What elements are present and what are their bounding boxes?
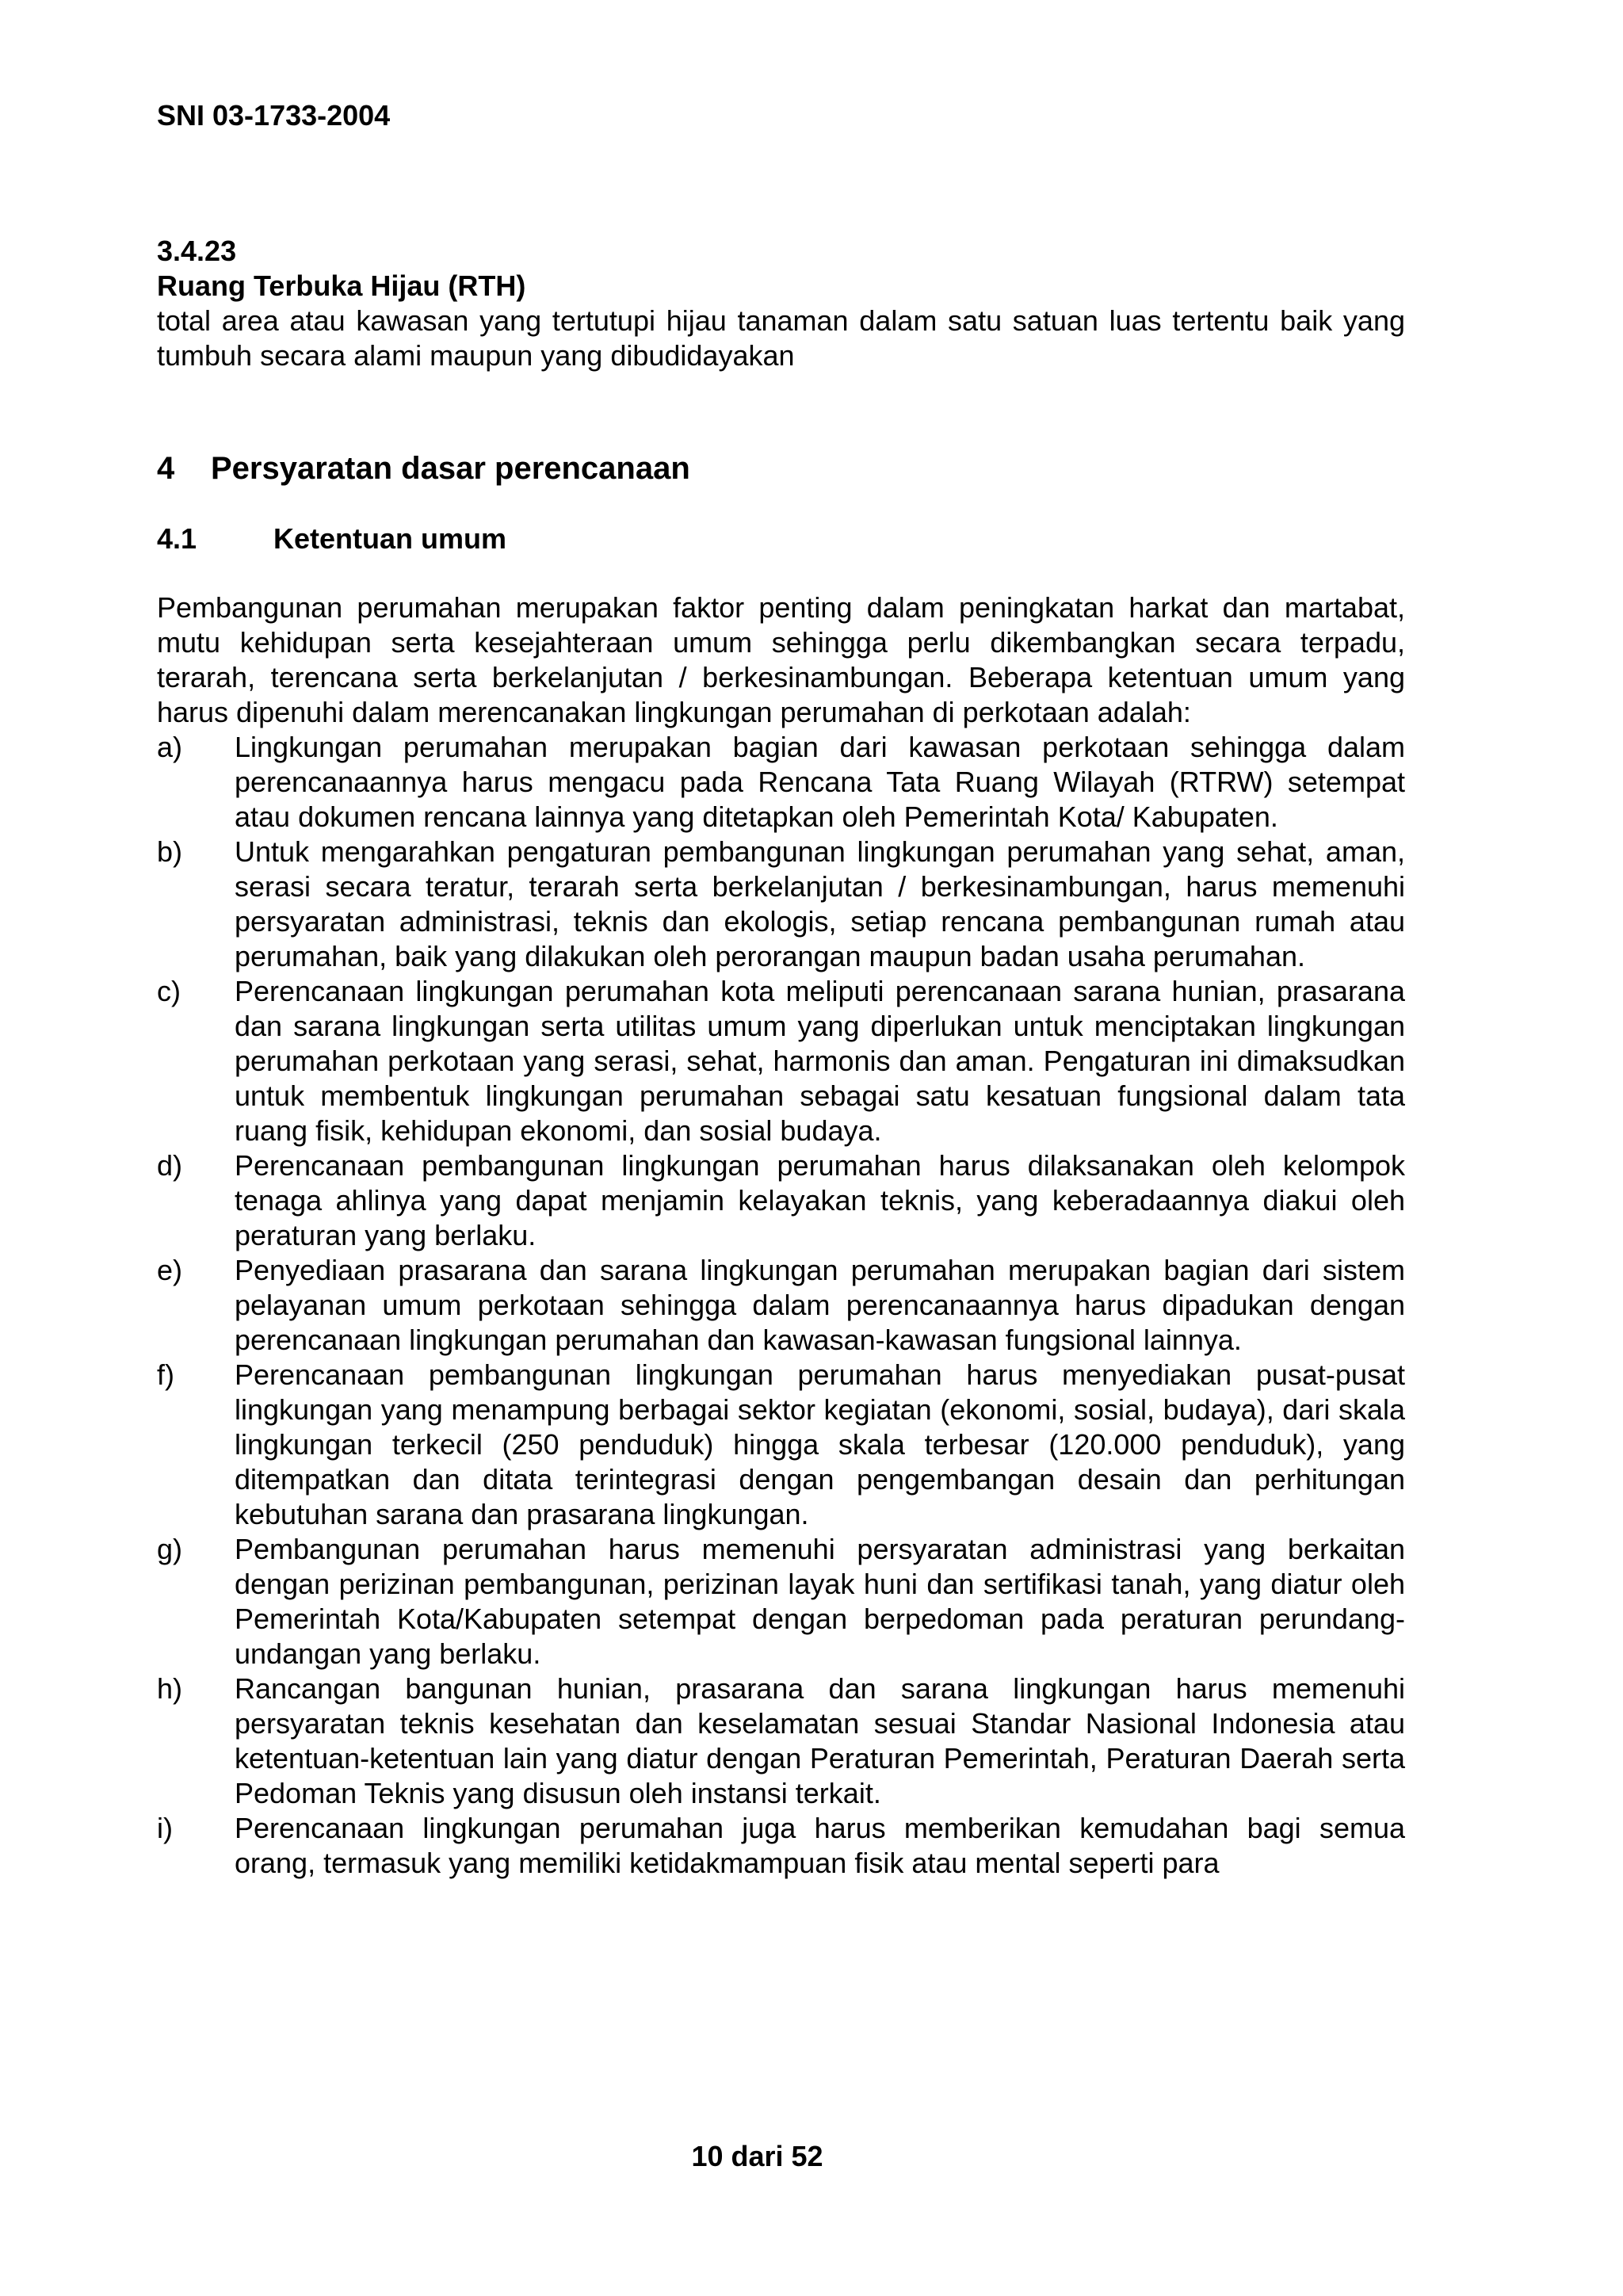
list-item-marker: f)	[157, 1358, 174, 1391]
list-item-text: Rancangan bangunan hunian, prasarana dan sarana lingkungan harus memenuhi persyaratan teknis kesehatan dan keselamatan sesuai Standar Nasional Indonesia atau ketentuan-ketentuan lain yang diatur dengan Peraturan Pemerintah, Peraturan Daerah serta Pedoman Teknis yang disusun oleh instansi terkait.	[235, 1672, 1405, 1809]
provision-list	[157, 730, 1405, 1881]
list-item-marker: e)	[157, 1254, 183, 1286]
list-item-text: Untuk mengarahkan pengaturan pembangunan lingkungan perumahan yang sehat, aman, serasi secara teratur, terarah serta berkelanjutan / berkesinambungan, harus memenuhi persyaratan administrasi, teknis dan ekologis, setiap rencana pembangunan rumah atau perumahan, baik yang dilakukan oleh perorangan maupun badan usaha perumahan.	[235, 835, 1405, 972]
list-item-marker: h)	[157, 1672, 183, 1705]
list-item-text: Perencanaan lingkungan perumahan juga harus memberikan kemudahan bagi semua orang, termasuk yang memiliki ketidakmampuan fisik atau mental seperti para	[235, 1812, 1405, 1879]
list-item-marker: i)	[157, 1812, 173, 1844]
list-item-marker: d)	[157, 1149, 183, 1182]
document-header: SNI 03-1733-2004	[157, 99, 391, 132]
list-item-text: Perencanaan pembangunan lingkungan perumahan harus menyediakan pusat-pusat lingkungan yang menampung berbagai sektor kegiatan (ekonomi, sosial, budaya), dari skala lingkungan terkecil (250 penduduk) hingga skala terbesar (120.000 penduduk), yang ditempatkan dan ditata terintegrasi dengan pengembangan desain dan perhitungan kebutuhan sarana dan prasarana lingkungan.	[235, 1358, 1405, 1530]
subsection-title: Ketentuan umum	[273, 522, 507, 555]
list-item-text: Perencanaan lingkungan perumahan kota meliputi perencanaan sarana hunian, prasarana dan sarana lingkungan serta utilitas umum yang diperlukan untuk menciptakan lingkungan perumahan perkotaan yang serasi, sehat, harmonis dan aman. Pengaturan ini dimaksudkan untuk membentuk lingkungan perumahan sebagai satu kesatuan fungsional dalam tata ruang fisik, kehidupan ekonomi, dan sosial budaya.	[235, 975, 1405, 1147]
list-item	[157, 1358, 1405, 1532]
list-item	[157, 730, 1405, 835]
subsection-number: 4.1	[157, 522, 197, 555]
page-number: 10 dari 52	[691, 2140, 823, 2172]
list-item	[157, 1532, 1405, 1671]
intro-paragraph: Pembangunan perumahan merupakan faktor penting dalam peningkatan harkat dan martabat, mutu kehidupan serta kesejahteraan umum sehingga perlu dikembangkan secara terpadu, terarah, terencana serta berkelanjutan / berkesinambungan. Beberapa ketentuan umum yang harus dipenuhi dalam merencanakan lingkungan perumahan di perkotaan adalah:	[157, 591, 1405, 728]
document-page	[157, 0, 1405, 2296]
definition-title: Ruang Terbuka Hijau (RTH)	[157, 269, 526, 302]
list-item	[157, 1253, 1405, 1358]
list-item	[157, 1148, 1405, 1253]
section-title: Persyaratan dasar perencanaan	[211, 451, 690, 486]
section-heading	[157, 449, 690, 488]
list-item-text: Perencanaan pembangunan lingkungan perumahan harus dilaksanakan oleh kelompok tenaga ahlinya yang dapat menjamin kelayakan teknis, yang keberadaannya diakui oleh peraturan yang berlaku.	[235, 1149, 1405, 1251]
list-item-marker: a)	[157, 731, 183, 763]
list-item-marker: c)	[157, 975, 181, 1007]
list-item-marker: b)	[157, 835, 183, 868]
body-content	[157, 590, 1405, 1881]
definition-text: total area atau kawasan yang tertutupi hijau tanaman dalam satu satuan luas tertentu baik yang tumbuh secara alami maupun yang dibudidayakan	[157, 304, 1405, 372]
list-item-text: Lingkungan perumahan merupakan bagian dari kawasan perkotaan sehingga dalam perencanaannya harus mengacu pada Rencana Tata Ruang Wilayah (RTRW) setempat atau dokumen rencana lainnya yang ditetapkan oleh Pemerintah Kota/ Kabupaten.	[235, 731, 1405, 833]
list-item-text: Penyediaan prasarana dan sarana lingkungan perumahan merupakan bagian dari sistem pelayanan umum perkotaan sehingga dalam perencanaannya harus dipadukan dengan perencanaan lingkungan perumahan dan kawasan-kawasan fungsional lainnya.	[235, 1254, 1405, 1356]
section-number: 4	[157, 451, 175, 486]
subsection-heading	[157, 521, 506, 556]
list-item	[157, 1811, 1405, 1881]
definition-block	[157, 234, 1405, 373]
list-item	[157, 1671, 1405, 1811]
list-item-marker: g)	[157, 1533, 183, 1565]
list-item	[157, 974, 1405, 1148]
list-item-text: Pembangunan perumahan harus memenuhi persyaratan administrasi yang berkaitan dengan perizinan pembangunan, perizinan layak huni dan sertifikasi tanah, yang diatur oleh Pemerintah Kota/Kabupaten setempat dengan berpedoman pada peraturan perundang-undangan yang berlaku.	[235, 1533, 1405, 1670]
list-item	[157, 835, 1405, 974]
definition-number: 3.4.23	[157, 235, 237, 267]
